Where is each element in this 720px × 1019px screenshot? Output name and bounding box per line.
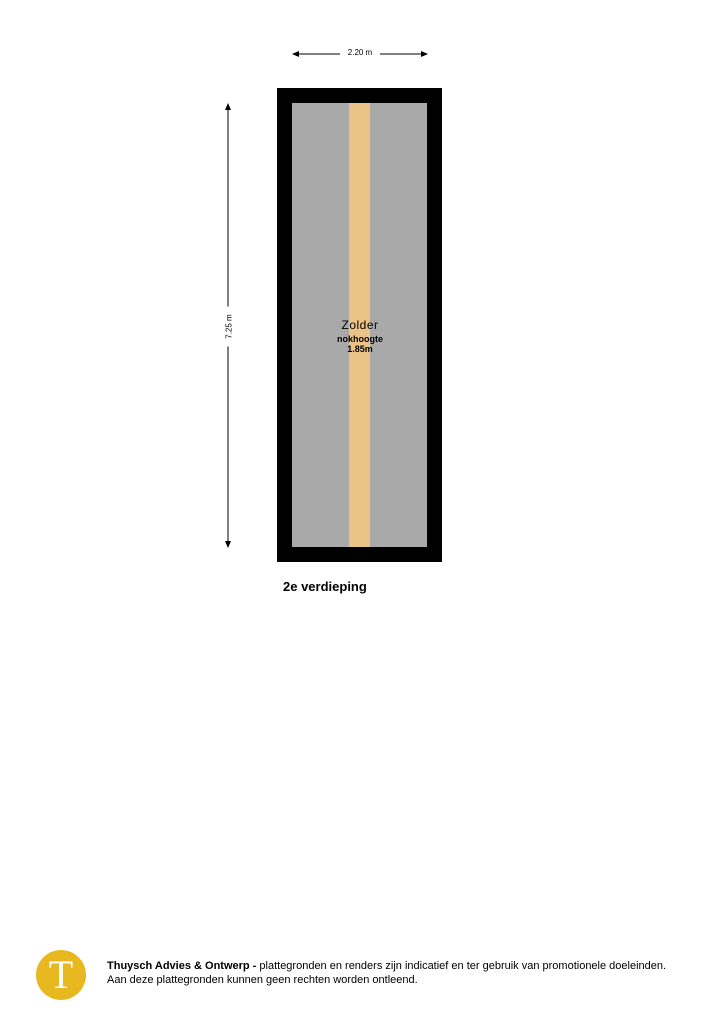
footer-line-1 <box>107 959 707 973</box>
width-dimension-label: 2.20 m <box>340 48 380 57</box>
footer-company: Thuysch Advies & Ontwerp - <box>107 960 257 972</box>
room-name: Zolder <box>341 318 379 332</box>
footer-disclaimer <box>107 959 707 987</box>
company-logo <box>36 950 86 1000</box>
floor-label: 2e verdieping <box>283 579 367 594</box>
height-dimension-label: 7.25 m <box>225 307 234 347</box>
footer-line-2: Aan deze plattegronden kunnen geen rechten worden ontleend. <box>107 974 418 986</box>
logo-letter-icon: T <box>48 952 74 997</box>
ridge-height: 1.85m <box>347 344 373 354</box>
footer-line1-text: plattegronden en renders zijn indicatief en ter gebruik van promotionele doeleinden. <box>256 960 667 972</box>
ridge-label: nokhoogte <box>337 334 383 344</box>
room-ridge-info <box>310 334 410 354</box>
